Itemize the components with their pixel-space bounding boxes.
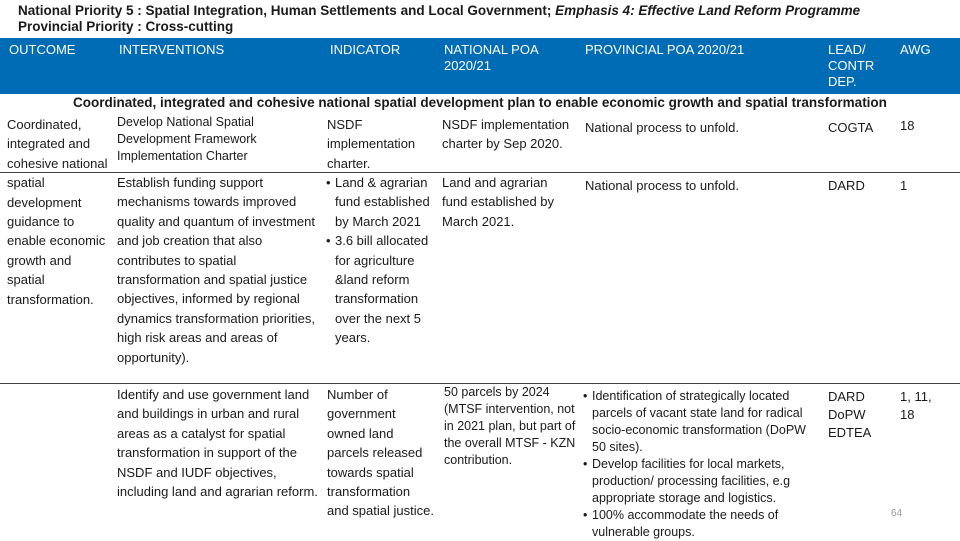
national-poa-text: NSDF implementation charter by Sep 2020. [442,117,570,152]
awg-value: 18 [900,118,915,133]
intervention-text: Develop National Spatial Development Framework Implementation Charter [117,115,257,163]
outcome-text: Coordinated, integrated and cohesive national spatial development guidance to enable economic growth and spatial transformation. [7,117,108,307]
intervention-text: Identify and use government land and buildings in urban and rural areas as a catalyst for spatial transformation in support of the NSDF and IUDF objectives, including land and agrarian reform. [117,387,318,500]
lead-department: DARD [828,178,865,193]
column-header-awg: AWG [900,42,931,57]
column-header-outcome: OUTCOME [9,42,76,57]
provincial-poa-bullet: • 100% accommodate the needs of vulnerable groups. [583,507,819,541]
page-number: 64 [891,508,903,519]
lead-department: DARD DoPW EDTEA [828,389,872,440]
priority-title: National Priority 5 : Spatial Integration, Human Settlements and Local Government; [18,3,556,18]
indicator-list [326,173,438,348]
awg-value: 1, 11, 18 [900,389,932,422]
indicator-text: Number of government owned land parcels released towards spatial transformation and spatial justice. [327,387,434,519]
page-title [18,3,860,18]
intervention-text: Establish funding support mechanisms towards improved quality and quantum of investment and job creation that also contributes to spatial transformation and spatial justice objectives, informed by regional dynamics transformation priorities, high risk areas and areas of opportunity). [117,175,316,365]
national-poa-text: Land and agrarian fund established by March 2021. [442,175,555,229]
national-poa-text: 50 parcels by 2024 (MTSF intervention, not in 2021 plan, but part of the overall MTSF - KZN contribution. [444,385,576,467]
provincial-poa-bullet: • Develop facilities for local markets, production/ processing facilities, e.g appropriate storage and logistics. [583,456,819,507]
column-header-indicator: INDICATOR [330,42,401,57]
provincial-poa-text: National process to unfold. [585,178,739,193]
provincial-priority-title: Provincial Priority : Cross-cutting [18,19,234,34]
awg-value: 1 [900,178,908,193]
indicator-bullet: • Land & agrarian fund established by March 2021 [326,173,438,231]
column-header-lead: LEAD/ CONTR DEP. [828,42,875,89]
section-subheading: Coordinated, integrated and cohesive national spatial development plan to enable economic growth and spatial transformation [73,95,887,110]
provincial-poa-bullet: • Identification of strategically located parcels of vacant state land for radical socio-economic transformation (DoPW 50 sites). [583,388,819,456]
provincial-poa-list [583,388,819,541]
emphasis-title: Emphasis 4: Effective Land Reform Programme [555,3,861,18]
provincial-poa-text: National process to unfold. [585,120,739,135]
lead-department: COGTA [828,120,874,135]
indicator-text: NSDF implementation charter. [327,117,416,171]
column-header-interventions: INTERVENTIONS [119,42,225,57]
column-header-provincial-poa: PROVINCIAL POA 2020/21 [585,42,745,57]
column-header-national-poa: NATIONAL POA 2020/21 [444,42,538,73]
indicator-bullet: • 3.6 bill allocated for agriculture &land reform transformation over the next 5 years. [326,231,438,347]
